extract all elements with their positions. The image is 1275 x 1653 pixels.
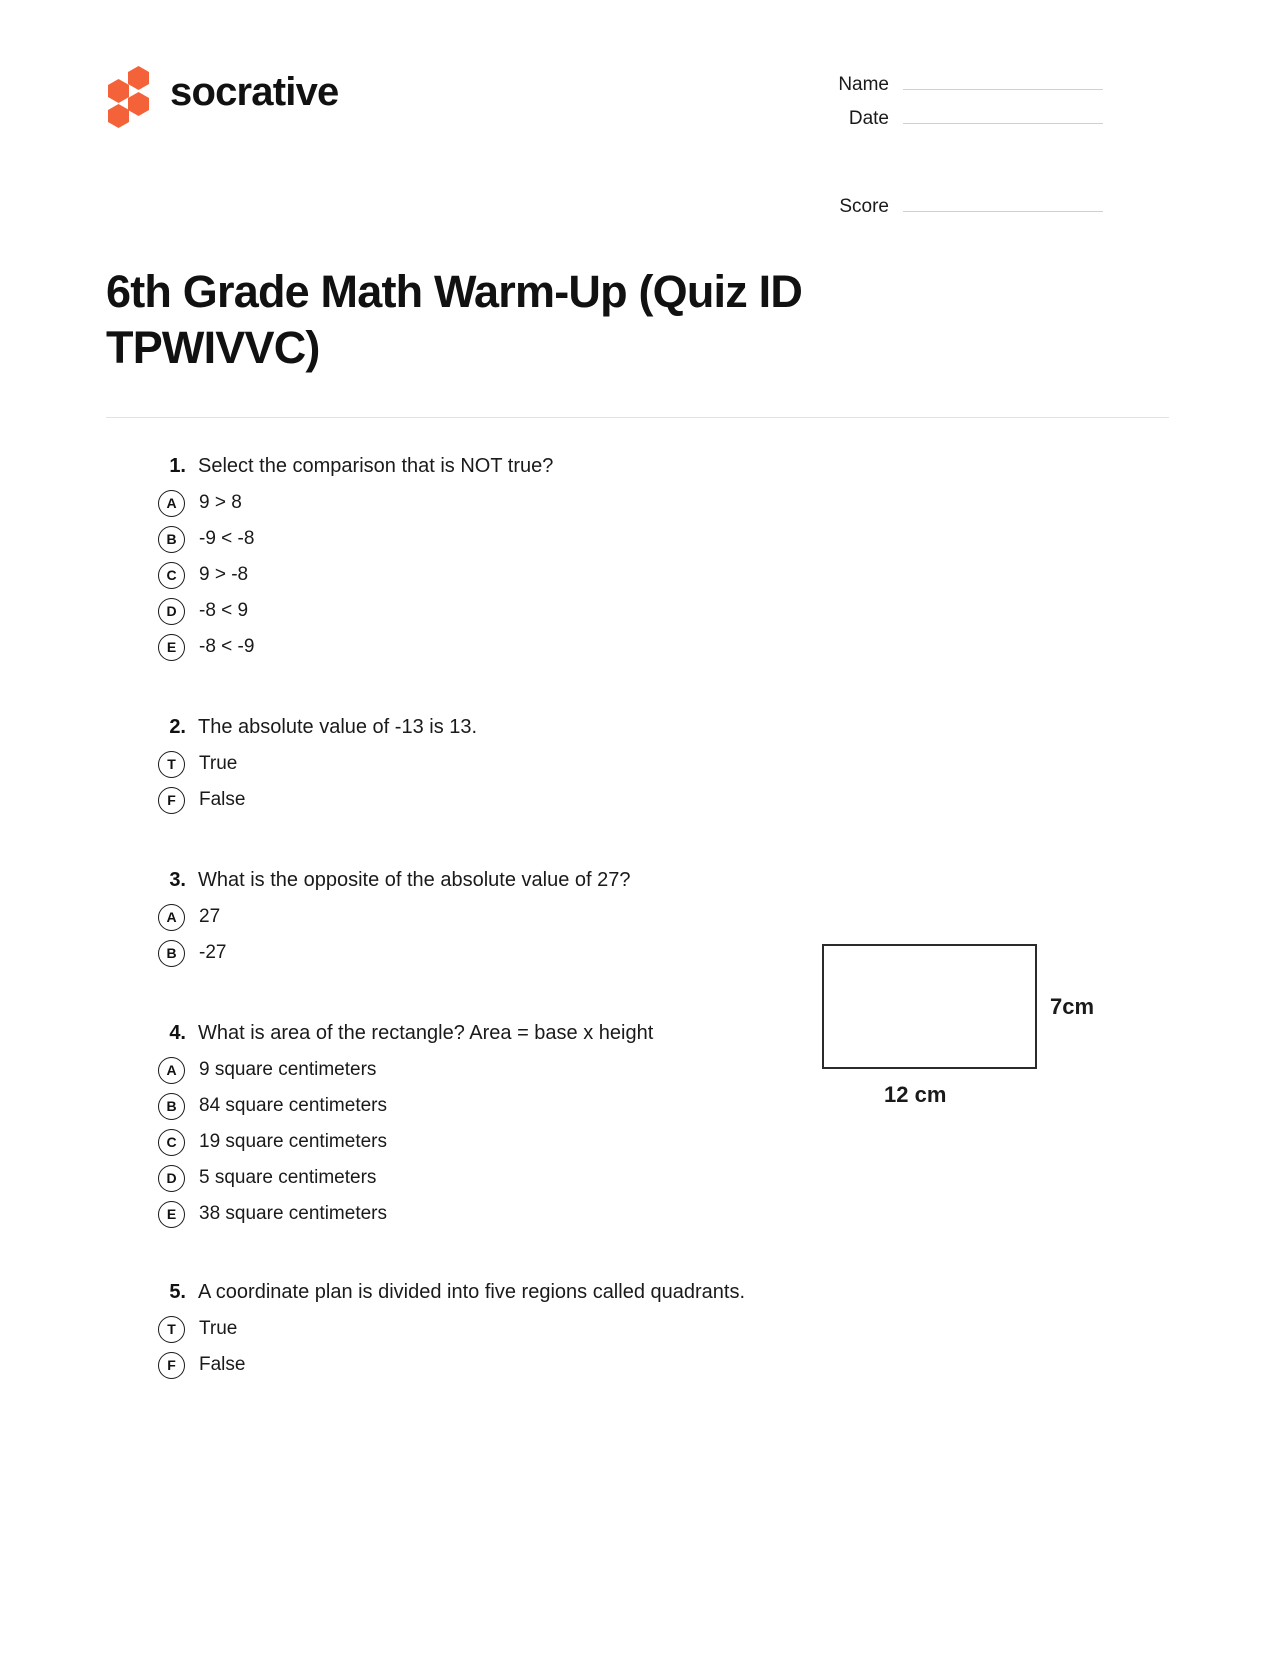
page-header: [0, 0, 1275, 230]
name-field-row: [773, 74, 1103, 96]
options-list: [106, 751, 1169, 814]
rectangle-figure: [822, 944, 1122, 1134]
option-label: 27: [199, 905, 221, 927]
date-label: Date: [848, 108, 889, 129]
option-c[interactable]: [106, 562, 1169, 589]
option-bubble-c[interactable]: C: [158, 562, 185, 589]
option-bubble-f[interactable]: F: [158, 787, 185, 814]
option-bubble-d[interactable]: D: [158, 1165, 185, 1192]
option-bubble-b[interactable]: B: [158, 1093, 185, 1120]
option-b[interactable]: [106, 526, 1169, 553]
student-info-fields: [773, 58, 1103, 230]
option-bubble-a[interactable]: A: [158, 1057, 185, 1084]
option-label: 19 square centimeters: [199, 1130, 387, 1152]
option-label: 9 > -8: [199, 563, 249, 585]
page-title: 6th Grade Math Warm-Up (Quiz ID TPWIVVC): [106, 266, 803, 374]
option-bubble-t[interactable]: T: [158, 1316, 185, 1343]
option-e[interactable]: [106, 634, 1169, 661]
option-false[interactable]: [106, 787, 1169, 814]
rectangle-base-label: 12 cm: [884, 1082, 947, 1107]
score-field-row: [773, 196, 1103, 218]
question-2: [106, 713, 1169, 814]
question-number: 3.: [169, 868, 186, 891]
question-number: 4.: [169, 1021, 186, 1044]
option-label: True: [199, 752, 238, 774]
option-a[interactable]: [106, 490, 1169, 517]
question-text: Select the comparison that is NOT true?: [198, 454, 554, 477]
option-bubble-a[interactable]: A: [158, 490, 185, 517]
question-5: [106, 1278, 1169, 1379]
question-number: 1.: [169, 454, 186, 477]
option-bubble-a[interactable]: A: [158, 904, 185, 931]
score-label: Score: [839, 196, 889, 217]
question-text: The absolute value of -13 is 13.: [198, 715, 478, 738]
option-label: -8 < -9: [199, 635, 255, 657]
question-text: What is the opposite of the absolute value of 27?: [198, 868, 631, 891]
option-label: False: [199, 1353, 246, 1375]
question-text: A coordinate plan is divided into five regions called quadrants.: [198, 1280, 746, 1303]
option-true[interactable]: [106, 751, 1169, 778]
option-false[interactable]: [106, 1352, 1169, 1379]
title-block: [0, 264, 1275, 377]
option-bubble-c[interactable]: C: [158, 1129, 185, 1156]
option-label: -27: [199, 941, 227, 963]
brand-name: socrative: [170, 70, 339, 114]
option-bubble-e[interactable]: E: [158, 634, 185, 661]
options-list: [106, 1316, 1169, 1379]
option-label: 5 square centimeters: [199, 1166, 377, 1188]
option-label: -9 < -8: [199, 527, 255, 549]
option-label: -8 < 9: [199, 599, 249, 621]
rectangle-shape: [822, 944, 1037, 1069]
option-label: True: [199, 1317, 238, 1339]
option-bubble-d[interactable]: D: [158, 598, 185, 625]
hexagon-shape: [128, 92, 149, 116]
question-number: 5.: [169, 1280, 186, 1303]
option-bubble-b[interactable]: B: [158, 526, 185, 553]
options-list: [106, 490, 1169, 661]
question-text: What is area of the rectangle? Area = base x height: [198, 1021, 654, 1044]
name-input-line[interactable]: [903, 89, 1103, 90]
option-label: 84 square centimeters: [199, 1094, 387, 1116]
score-input-line[interactable]: [903, 211, 1103, 212]
hexagon-shape: [128, 66, 149, 90]
option-d[interactable]: [106, 1165, 1169, 1192]
option-true[interactable]: [106, 1316, 1169, 1343]
hexagon-shape: [108, 79, 129, 103]
option-bubble-b[interactable]: B: [158, 940, 185, 967]
option-a[interactable]: [106, 904, 1169, 931]
option-e[interactable]: [106, 1201, 1169, 1228]
hexagon-logo-icon: [106, 66, 154, 118]
date-input-line[interactable]: [903, 123, 1103, 124]
question-number: 2.: [169, 715, 186, 738]
option-d[interactable]: [106, 598, 1169, 625]
option-label: False: [199, 788, 246, 810]
option-bubble-t[interactable]: T: [158, 751, 185, 778]
socrative-logo: [106, 66, 338, 118]
header-divider: [106, 417, 1169, 418]
name-label: Name: [838, 74, 889, 95]
question-1: [106, 452, 1169, 661]
option-label: 38 square centimeters: [199, 1202, 387, 1224]
question-header: [106, 452, 1169, 480]
option-label: 9 > 8: [199, 491, 242, 513]
option-label: 9 square centimeters: [199, 1058, 377, 1080]
question-header: [106, 713, 1169, 741]
option-bubble-f[interactable]: F: [158, 1352, 185, 1379]
question-header: [106, 866, 1169, 894]
questions-list: [0, 452, 1275, 1379]
date-field-row: [773, 108, 1103, 130]
hexagon-shape: [108, 104, 129, 128]
question-header: [106, 1278, 1169, 1306]
option-bubble-e[interactable]: E: [158, 1201, 185, 1228]
rectangle-height-label: 7cm: [1050, 994, 1095, 1019]
